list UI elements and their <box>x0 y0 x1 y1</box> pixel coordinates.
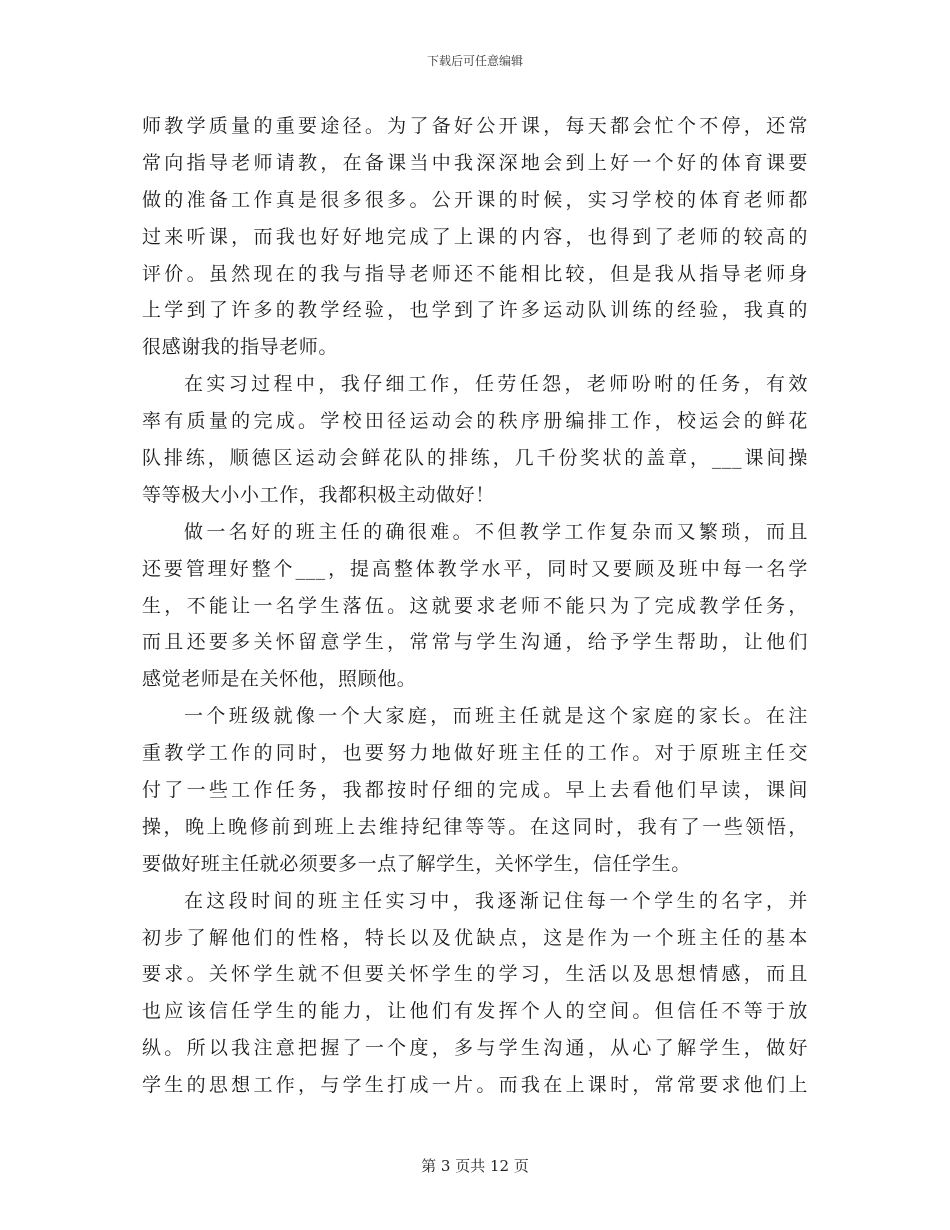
text-line: 上学到了许多的教学经验，也学到了许多运动队训练的经验，我真的 <box>142 299 808 322</box>
paragraph-5 <box>142 883 808 1104</box>
text-line: 在实习过程中，我仔细工作，任劳任怨，老师吩咐的任务，有效 <box>184 373 808 396</box>
text-line: 要做好班主任就必须要多一点了解学生，关怀学生，信任学生。 <box>142 852 691 875</box>
text-line: 也应该信任学生的能力，让他们有发挥个人的空间。但信任不等于放 <box>142 1000 808 1023</box>
text-line: 常向指导老师请教，在备课当中我深深地会到上好一个好的体育课要 <box>142 151 808 174</box>
paragraph-2 <box>142 366 808 514</box>
paragraph-4 <box>142 698 808 882</box>
paragraph-1 <box>142 108 808 366</box>
text-line: 师教学质量的重要途径。为了备好公开课，每天都会忙个不停，还常 <box>142 115 808 137</box>
paragraph-3 <box>142 514 808 698</box>
page-header: 下载后可任意编辑 <box>426 54 523 68</box>
text-line: 要求。关怀学生就不但要关怀学生的学习，生活以及思想情感，而且 <box>142 963 808 986</box>
text-line: 生，不能让一名学生落伍。这就要求老师不能只为了完成教学任务， <box>142 594 808 617</box>
text-line: 一个班级就像一个大家庭，而班主任就是这个家庭的家长。在注 <box>184 705 808 728</box>
text-line: 而且还要多关怀留意学生，常常与学生沟通，给予学生帮助，让他们 <box>142 631 808 654</box>
text-line: 纵。所以我注意把握了一个度，多与学生沟通，从心了解学生，做好 <box>142 1037 808 1060</box>
text-line: 在这段时间的班主任实习中，我逐渐记住每一个学生的名字，并 <box>184 889 808 912</box>
text-line: 队排练，顺德区运动会鲜花队的排练，几千份奖状的盖章，___课间操 <box>142 447 808 470</box>
text-line: 付了一些工作任务，我都按时仔细的完成。早上去看他们早读，课间 <box>142 779 808 802</box>
text-line: 等等极大小小工作，我都积极主动做好！ <box>142 483 495 506</box>
text-line: 还要管理好整个___，提高整体教学水平，同时又要顾及班中每一名学 <box>142 557 808 580</box>
page-number: 第 3 页共 12 页 <box>421 1157 529 1175</box>
text-line: 率有质量的完成。学校田径运动会的秩序册编排工作，校运会的鲜花 <box>142 410 808 433</box>
text-line: 过来听课，而我也好好地完成了上课的内容，也得到了老师的较高的 <box>142 225 808 248</box>
text-line: 做的准备工作真是很多很多。公开课的时候，实习学校的体育老师都 <box>142 188 808 211</box>
text-line: 评价。虽然现在的我与指导老师还不能相比较，但是我从指导老师身 <box>142 262 808 285</box>
text-line: 感觉老师是在关怀他，照顾他。 <box>142 668 417 691</box>
text-line: 操，晚上晚修前到班上去维持纪律等等。在这同时，我有了一些领悟， <box>142 815 808 838</box>
text-line: 重教学工作的同时，也要努力地做好班主任的工作。对于原班主任交 <box>142 742 808 765</box>
text-line: 学生的思想工作，与学生打成一片。而我在上课时，常常要求他们上 <box>142 1074 808 1097</box>
text-line: 很感谢我的指导老师。 <box>142 336 339 359</box>
text-line: 做一名好的班主任的确很难。不但教学工作复杂而又繁琐，而且 <box>184 520 808 543</box>
body-text <box>142 108 808 1104</box>
text-line: 初步了解他们的性格，特长以及优缺点，这是作为一个班主任的基本 <box>142 926 808 949</box>
